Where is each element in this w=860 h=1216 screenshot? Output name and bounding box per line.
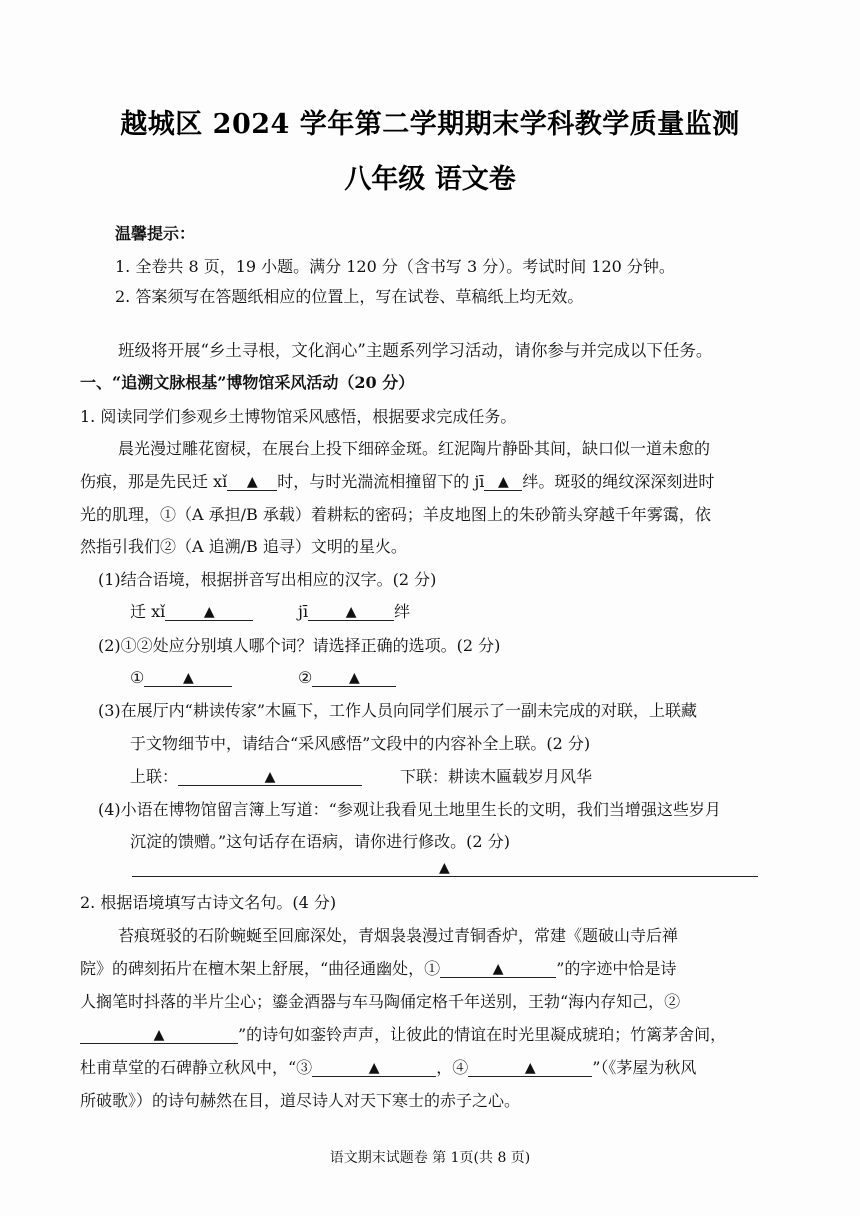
passage-line: 然指引我们②（A 追溯/B 追寻）文明的星火。: [80, 537, 407, 556]
answer-blank[interactable]: [440, 959, 556, 978]
answer-mark-icon: ▲: [348, 670, 360, 686]
sub-answer-row: [298, 602, 410, 622]
sub-answer-row: [298, 668, 396, 688]
answer-label: ②: [298, 668, 313, 687]
question-2-stem: 2. 根据语境填写古诗文名句。(4 分): [80, 893, 337, 912]
passage-line: [80, 472, 714, 492]
answer-label: 绊: [394, 602, 411, 621]
answer-blank[interactable]: [468, 1058, 592, 1077]
answer-blank[interactable]: [312, 668, 396, 687]
sub-question-4: (4)小语在博物馆留言簿上写道：“参观让我看见土地里生长的文明，我们当增强这些岁月: [98, 800, 721, 819]
answer-mark-icon: ▲: [203, 604, 215, 620]
answer-blank[interactable]: [227, 472, 277, 491]
tip-item-2: 2. 答案须写在答题纸相应的位置上，写在试卷、草稿纸上均无效。: [115, 287, 584, 306]
answer-label: jī: [298, 602, 309, 621]
passage-text: ”的字迹中恰是诗: [556, 959, 677, 978]
passage-text: 院》的碑刻拓片在檀木架上舒展，“曲径通幽处，①: [80, 959, 441, 978]
answer-mark-icon: ▲: [264, 769, 276, 785]
answer-mark-icon: ▲: [153, 1027, 165, 1043]
tips-heading: 温馨提示：: [115, 224, 196, 243]
answer-blank[interactable]: [132, 876, 758, 877]
passage-line: [80, 1058, 696, 1078]
question-1-stem: 1. 阅读同学们参观乡土博物馆采风感悟，根据要求完成任务。: [80, 407, 517, 426]
answer-mark-icon: ▲: [439, 860, 450, 876]
passage-line: [80, 959, 676, 979]
couplet-lower: 下联：耕读木匾载岁月风华: [400, 767, 593, 786]
sub-question-2: (2)①②处应分别填人哪个词？请选择正确的选项。(2 分): [98, 636, 501, 655]
answer-blank[interactable]: [312, 1058, 436, 1077]
answer-mark-icon: ▲: [492, 961, 504, 977]
sub-question-1: (1)结合语境，根据拼音写出相应的汉字。(2 分): [98, 570, 437, 589]
passage-text: ”的诗句如銮铃声声，让彼此的情谊在时光里凝成琥珀；竹篱茅舍间，: [238, 1025, 727, 1044]
page-footer: 语文期末试题卷 第 1页(共 8 页): [329, 1150, 531, 1166]
answer-label: 迁 xǐ: [130, 602, 166, 621]
answer-blank[interactable]: [165, 602, 253, 621]
passage-line: 光的肌理，①（A 承担/B 承载）着耕耘的密码；羊皮地图上的朱砂箭头穿越千年雾霭，依: [80, 505, 711, 524]
passage-line: [80, 1025, 726, 1045]
answer-blank[interactable]: [80, 1025, 238, 1044]
answer-mark-icon: ▲: [345, 604, 357, 620]
answer-blank[interactable]: [144, 668, 232, 687]
answer-blank[interactable]: [308, 602, 394, 621]
passage-text: ，④: [436, 1058, 469, 1077]
passage-text: 时，与时光湍流相撞留下的 jī: [277, 472, 485, 491]
tip-item-1: 1. 全卷共 8 页，19 小题。满分 120 分（含书写 3 分）。考试时间 120 分钟。: [115, 257, 675, 276]
page-subtitle: 八年级 语文卷: [344, 164, 516, 195]
answer-blank[interactable]: [484, 472, 522, 491]
answer-mark-icon: ▲: [498, 474, 509, 490]
passage-line: 所破歌》）的诗句赫然在目，道尽诗人对天下寒士的赤子之心。: [80, 1091, 521, 1110]
page-title: 越城区 2024 学年第二学期期末学科教学质量监测: [120, 109, 740, 140]
intro-text: 班级将开展“乡土寻根，文化润心”主题系列学习活动，请你参与并完成以下任务。: [118, 341, 713, 360]
passage-text: 伤痕，那是先民迁 xǐ: [80, 472, 228, 491]
answer-label: ①: [130, 668, 145, 687]
passage-text: ”（《茅屋为秋风: [592, 1058, 697, 1077]
answer-mark-icon: ▲: [182, 670, 194, 686]
sub-question-3: (3)在展厅内“耕读传家”木匾下，工作人员向同学们展示了一副未完成的对联，上联藏: [98, 701, 698, 720]
sub-question-3-cont: 于文物细节中，请结合“采风感悟”文段中的内容补全上联。(2 分): [130, 734, 591, 753]
answer-blank[interactable]: [178, 767, 362, 786]
answer-mark-icon: ▲: [246, 474, 258, 490]
passage-text: 绊。斑驳的绳纹深深刻进时: [522, 472, 715, 491]
section-heading: 一、“追溯文脉根基”博物馆采风活动（20 分）: [80, 373, 415, 392]
passage-text: 杜甫草堂的石碑静立秋风中，“③: [80, 1058, 313, 1077]
answer-mark-icon: ▲: [368, 1060, 380, 1076]
passage-line: 人搁笔时抖落的半片尘心；鎏金酒器与车马陶俑定格千年送别，王勃“海内存知己，②: [80, 992, 681, 1011]
passage-line: 苔痕斑驳的石阶蜿蜒至回廊深处，青烟袅袅漫过青铜香炉，常建《题破山寺后禅: [118, 926, 679, 945]
couplet-upper-label: 上联：: [130, 767, 179, 786]
passage-line: 晨光漫过雕花窗棂，在展台上投下细碎金斑。红泥陶片静卧其间，缺口似一道未愈的: [118, 439, 711, 458]
answer-mark-icon: ▲: [524, 1060, 536, 1076]
sub-answer-row: [130, 668, 232, 688]
sub-question-4-cont: 沉淀的馈赠。”这句话存在语病，请你进行修改。(2 分): [130, 832, 510, 851]
couplet-upper-row: [130, 767, 362, 787]
sub-answer-row: [130, 602, 253, 622]
